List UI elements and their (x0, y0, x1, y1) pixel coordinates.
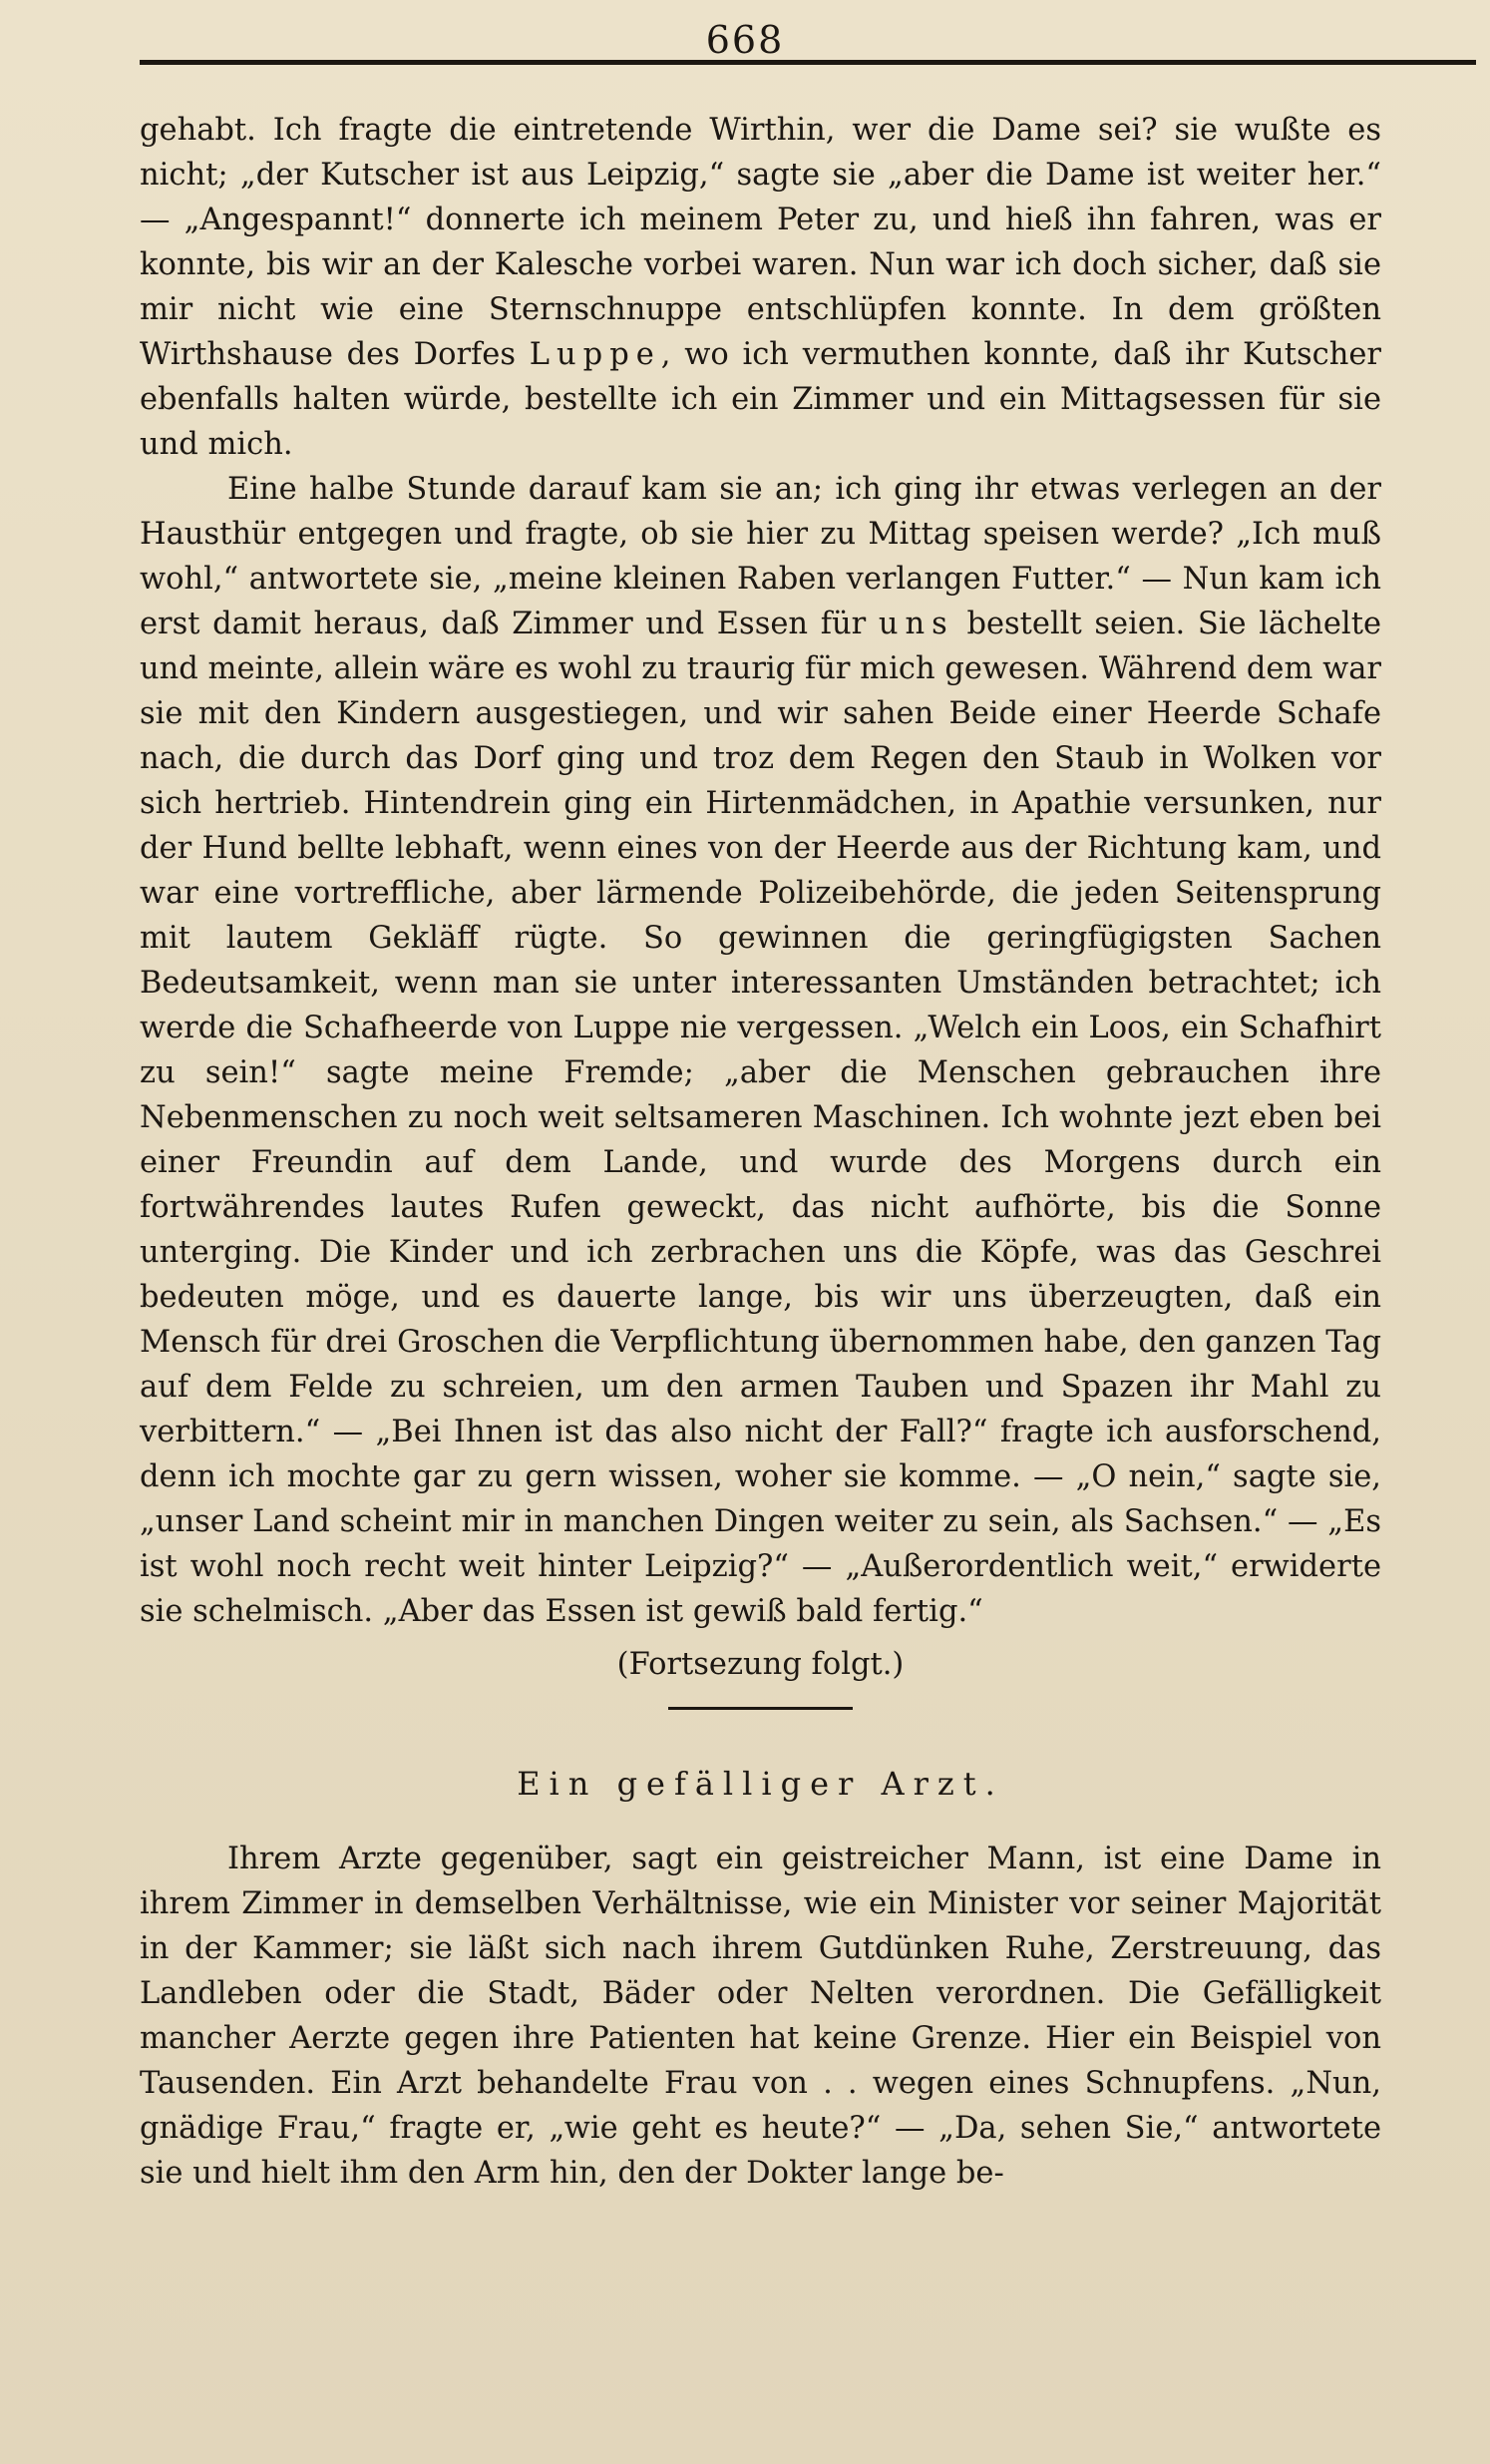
paragraph-text: gehabt. Ich fragte die eintretende Wirthin, wer die Dame sei? sie wußte es nicht; „der Kutscher ist aus Leipzig,“ sagte sie „aber die Dame ist weiter her.“ — „Angespannt!“ donnerte ich meinem Peter zu, und hieß ihn fahren, was er konnte, bis wir an der Kalesche vorbei waren. Nun war ich doch sicher, daß sie mir nicht wie eine Sternschnuppe entschlüpfen konnte. In dem größten Wirthshause des Dorfes (140, 113, 1381, 372)
to-be-continued-note: (Fortsezung folgt.) (616, 1647, 905, 1682)
paragraph-continuation (140, 108, 1381, 467)
article-body (140, 108, 1381, 2196)
paragraph: Ihrem Arzte gegenüber, sagt ein geistreicher Mann, ist eine Dame in ihrem Zimmer in demselben Verhältnisse, wie ein Minister vor seiner Majorität in der Kammer; sie läßt sich nach ihrem Gutdünken Ruhe, Zerstreuung, das Landleben oder die Stadt, Bäder oder Nelten verordnen. Die Gefälligkeit mancher Aerzte gegen ihre Patienten hat keine Grenze. Hier ein Beispiel von Tausenden. Ein Arzt behandelte Frau von . . wegen eines Schnupfens. „Nun, gnädige Frau,“ fragte er, „wie geht es heute?“ — „Da, sehen Sie,“ antwortete sie und hielt ihm den Arm hin, den der Dokter lange be- (140, 1842, 1381, 2191)
section-title: Ein gefälliger Arzt. (517, 1765, 1004, 1803)
spaced-word: uns (878, 607, 954, 641)
header-rule (140, 60, 1476, 65)
paragraph (140, 467, 1381, 1634)
paragraph-text-tail: bestellt seien. Sie lächelte und meinte, allein wäre es wohl zu traurig für mich gewesen. Während dem war sie mit den Kindern ausgestiegen, und wir sahen Beide einer Heerde Schafe nach, die durch das Dorf ging und troz dem Regen den Staub in Wolken vor sich hertrieb. Hintendrein ging ein Hirtenmädchen, in Apathie versunken, nur der Hund bellte lebhaft, wenn eines von der Heerde aus der Richtung kam, und war eine vortreffliche, aber lärmende Polizeibehörde, die jeden Seitensprung mit lautem Gekläff rügte. So gewinnen die geringfügigsten Sachen Bedeutsamkeit, wenn man sie unter interessanten Umständen betrachtet; ich werde die Schafheerde von Luppe nie vergessen. „Welch ein Loos, ein Schafhirt zu sein!“ sagte meine Fremde; „aber die Menschen gebrauchen ihre Nebenmenschen zu noch weit seltsameren Maschinen. Ich wohnte jezt eben bei einer Freundin auf dem Lande, und wurde des Morgens durch ein fortwährendes lautes Rufen geweckt, das nicht aufhörte, bis die Sonne unterging. Die Kinder und ich zerbrachen uns die Köpfe, was das Geschrei bedeuten möge, und es dauerte lange, bis wir uns überzeugten, daß ein Mensch für drei Groschen die Verpflichtung übernommen habe, den ganzen Tag auf dem Felde zu schreien, um den armen Tauben und Spazen ihr Mahl zu verbittern.“ — „Bei Ihnen ist das also nicht der Fall?“ fragte ich ausforschend, denn ich mochte gar zu gern wissen, woher sie komme. — „O nein,“ sagte sie, „unser Land scheint mir in manchen Dingen weiter zu sein, als Sachsen.“ — „Es ist wohl noch recht weit hinter Leipzig?“ — „Außerordentlich weit,“ erwiderte sie schelmisch. „Aber das Essen ist gewiß bald fertig.“ (140, 607, 1381, 1629)
spaced-place-name: Luppe (529, 337, 661, 372)
page-number: 668 (705, 18, 785, 62)
paragraph-text-tail: , wo ich vermuthen konnte, daß ihr Kutscher ebenfalls halten würde, bestellte ich ein Zimmer und ein Mittagsessen für sie und mich. (140, 337, 1381, 462)
section-divider (668, 1707, 853, 1710)
paragraph-text: Eine halbe Stunde darauf kam sie an; ich ging ihr etwas verlegen an der Hausthür entgegen und fragte, ob sie hier zu Mittag speisen werde? „Ich muß wohl,“ antwortete sie, „meine kleinen Raben verlangen Futter.“ — Nun kam ich erst damit heraus, daß Zimmer und Essen für (140, 472, 1381, 641)
